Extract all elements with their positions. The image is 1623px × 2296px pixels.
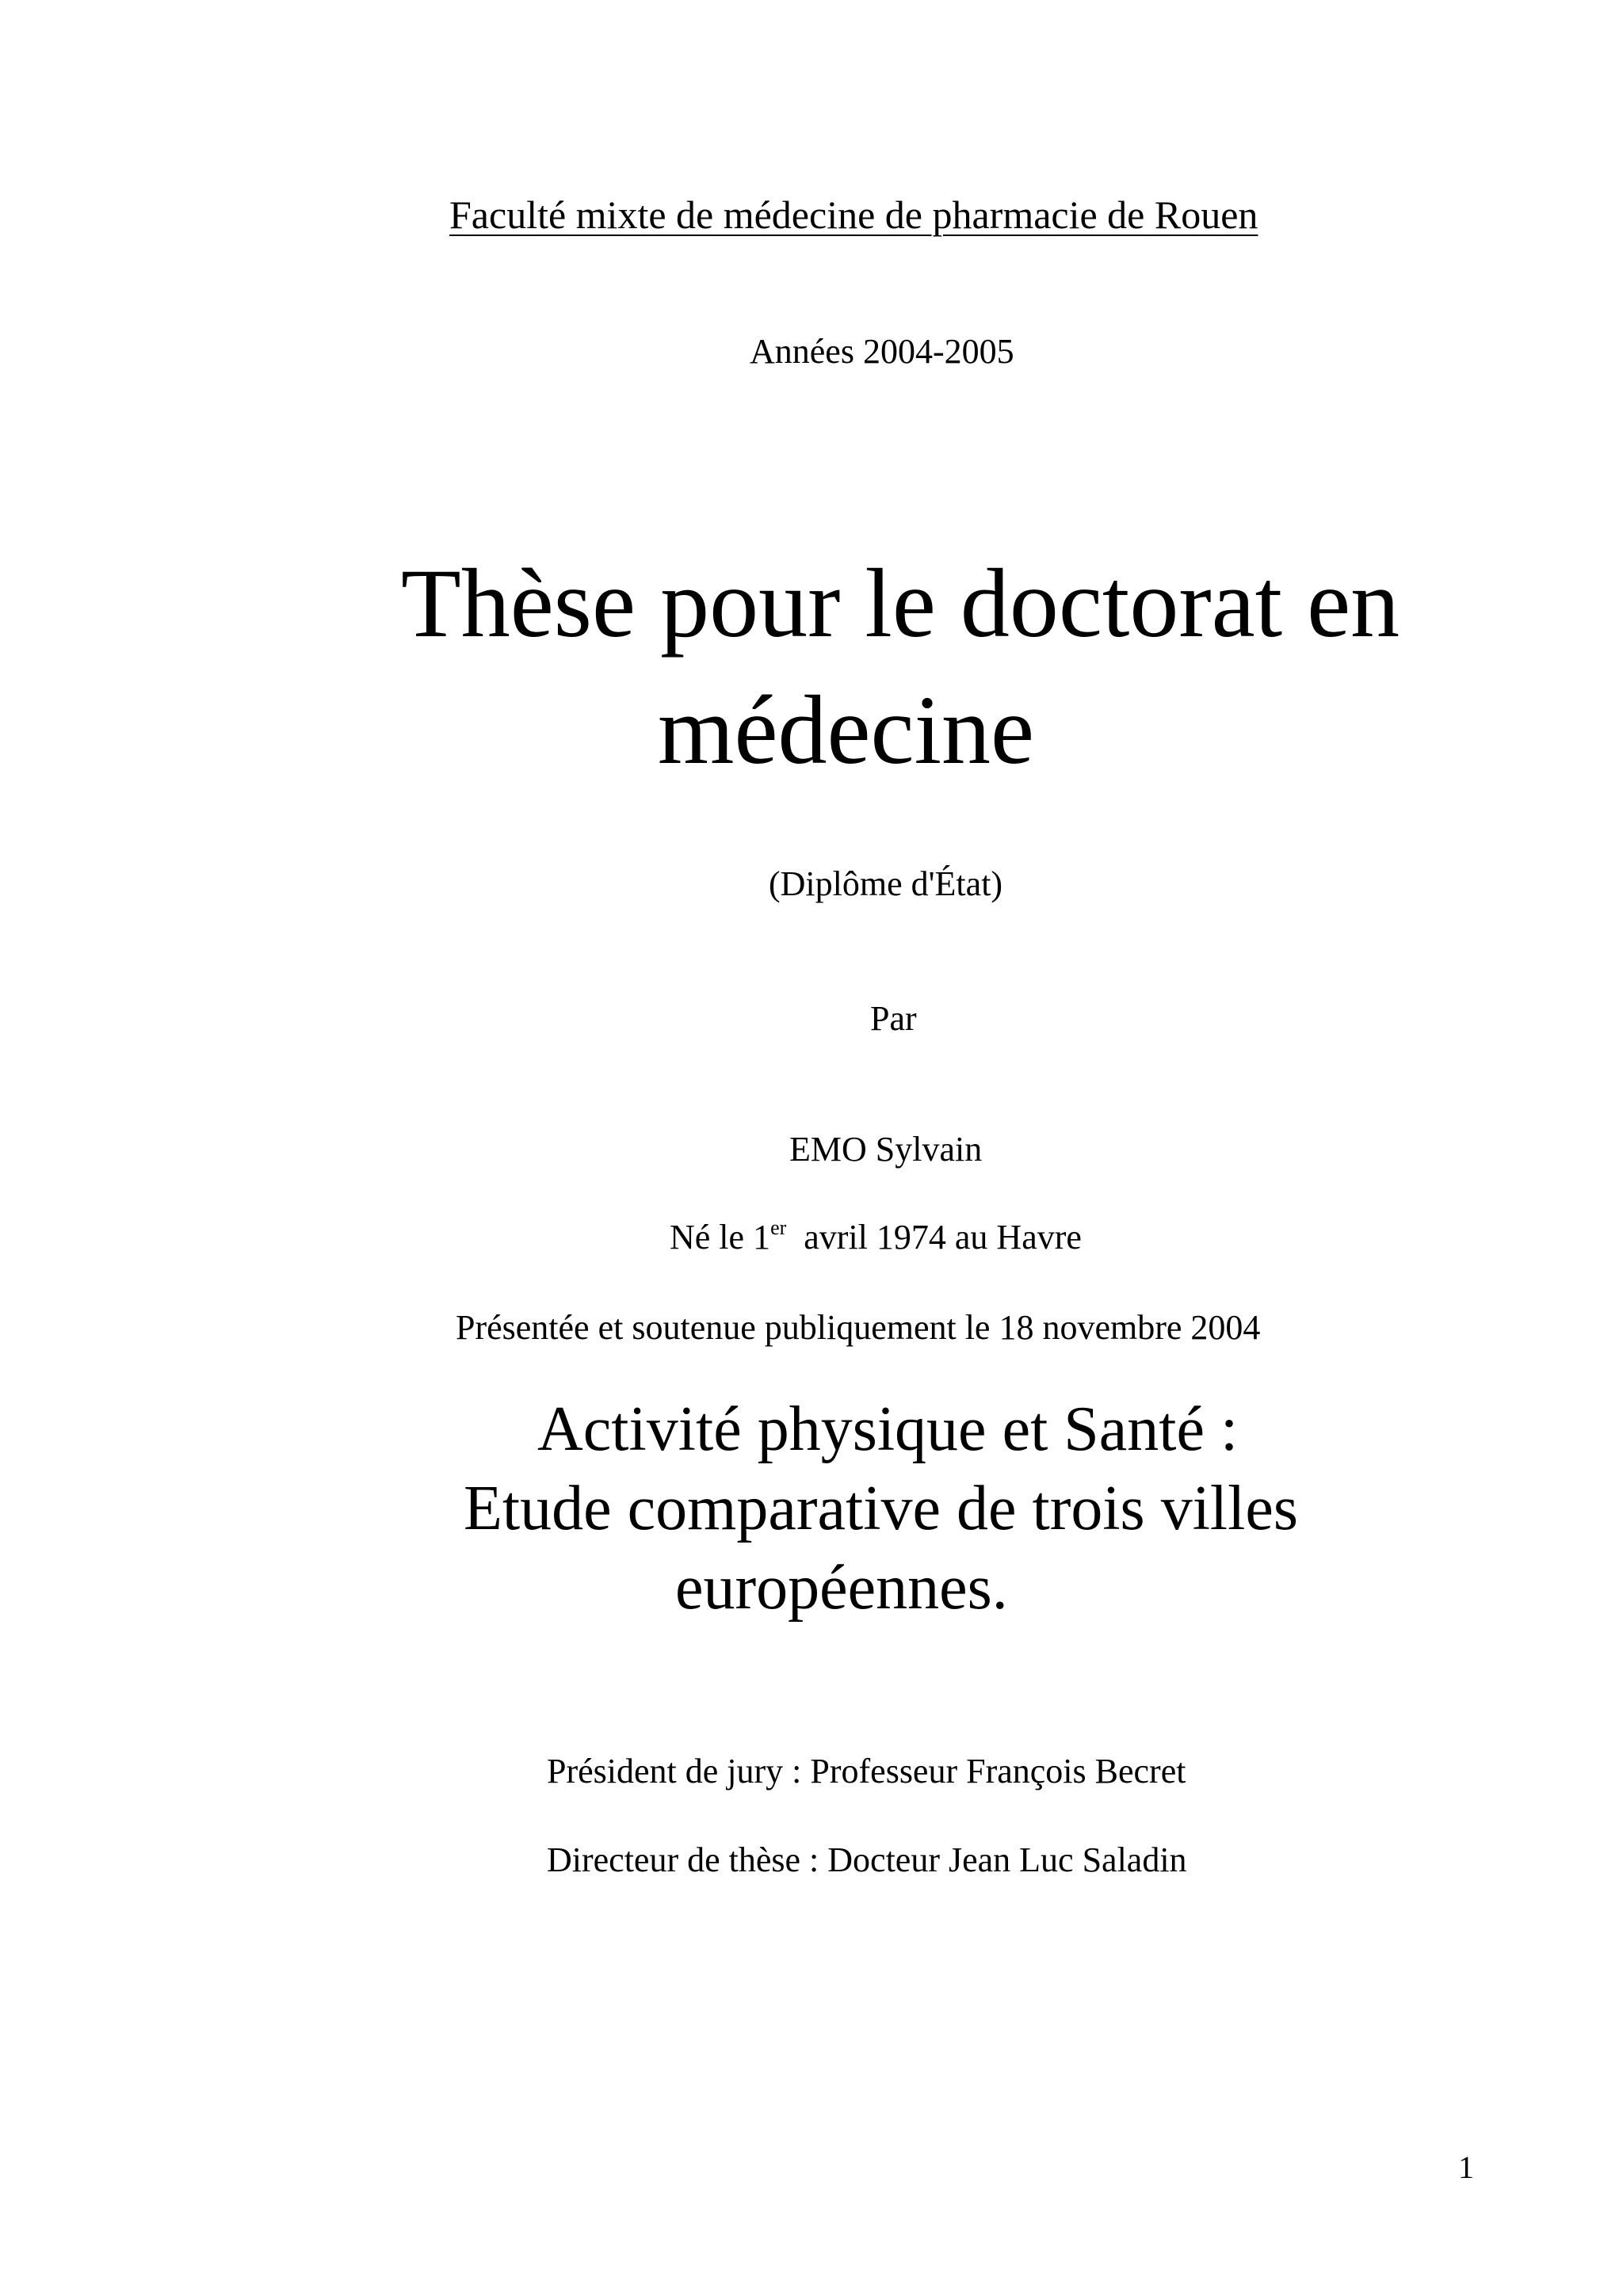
jury-president: Président de jury : Professeur François Becret	[547, 1752, 1186, 1791]
subject-line-2: Etude comparative de trois villes	[464, 1474, 1299, 1543]
thesis-title-line-2: médecine	[658, 676, 1035, 784]
by-label: Par	[870, 999, 917, 1038]
diploma-label: (Diplôme d'État)	[769, 864, 1003, 903]
birth-info	[670, 1217, 1082, 1257]
author-name: EMO Sylvain	[789, 1130, 983, 1169]
birth-suffix: avril 1974 au Havre	[786, 1218, 1082, 1257]
subject-line-3: européennes.	[675, 1553, 1008, 1623]
faculty-name: Faculté mixte de médecine de pharmacie de Rouen	[449, 193, 1258, 237]
academic-years: Années 2004-2005	[750, 332, 1014, 371]
thesis-title-line-1: Thèse pour le doctorat en	[401, 549, 1400, 658]
subject-line-1: Activité physique et Santé :	[537, 1394, 1239, 1464]
birth-ordinal: er	[770, 1216, 787, 1239]
thesis-director: Directeur de thèse : Docteur Jean Luc Saladin	[547, 1840, 1187, 1879]
birth-prefix: Né le 1	[670, 1218, 771, 1257]
page-number: 1	[1458, 2149, 1474, 2185]
defense-date: Présentée et soutenue publiquement le 18 novembre 2004	[456, 1308, 1261, 1347]
